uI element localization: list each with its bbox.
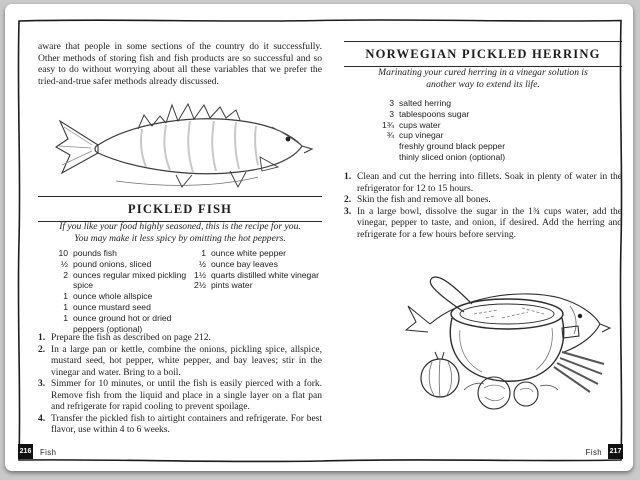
ingredient-row: ¾ cup vinegar (386, 130, 444, 141)
tagline-line-1: If you like your food highly seasoned, this is the recipe for you. (59, 221, 301, 232)
step-1: 1. Prepare the fish as described on page 212. (38, 333, 211, 343)
ingredient-row: 2 ounces regular mixed pickling spice (63, 269, 187, 291)
pickled-fish-ingredients (52, 248, 322, 334)
pickled-fish-header (38, 196, 322, 222)
left-intro-paragraph: aware that people in some sections of the country do it successfully. Other methods of storing fish and fish products are so successful and so easy to do without worrying about all these variables that we prefer the tried-and-true safer methods already discussed. (38, 41, 322, 88)
step-2: 2. Skin the fish and remove all bones. (344, 195, 491, 205)
pickled-fish-tagline (38, 221, 322, 244)
ingredient-row: 1 ounce white pepper (201, 248, 287, 258)
ingredient-row: 10 pounds fish (58, 248, 117, 258)
step-1: 1. Clean and cut the herring into fillets. Soak in plenty of water in the refrigerator for 12 to 15 hours. (344, 172, 622, 194)
ingredient-row: thinly sliced onion (optional) (399, 151, 506, 162)
left-page (38, 0, 322, 480)
tagline-line-1: Marinating your cured herring in a vinegar solution is (378, 67, 588, 78)
ingredients-column-1 (52, 248, 190, 334)
ingredient-row: ½ pound onions, sliced (60, 258, 152, 269)
ingredient-row: ½ ounce bay leaves (198, 258, 278, 269)
right-page-number: 217 (608, 444, 623, 459)
left-footer-label: Fish (40, 448, 57, 457)
ingredient-row: 1 ounce ground hot or dried peppers (optional) (63, 312, 172, 334)
step-3: 3. Simmer for 10 minutes, or until the fish is easily pierced with a fork. Remove fish from the liquid and place in a single layer on a flat pan and refrigerate for rapid cooling to prevent spoilage. (38, 379, 322, 412)
ingredients-column-2 (190, 248, 336, 334)
right-page (344, 0, 622, 480)
right-footer-label: Fish (585, 448, 602, 457)
ingredient-row: 3 salted herring (389, 98, 452, 108)
norwegian-herring-steps (344, 172, 622, 241)
ingredient-row: 2½ pints water (194, 280, 253, 291)
ingredient-row: 1¾ cups water (382, 119, 441, 130)
ingredient-row: 1 ounce whole allspice (63, 291, 153, 302)
perch-fish-illustration (46, 101, 318, 195)
step-4: 4. Transfer the pickled fish to airtight containers and refrigerate. For best flavor, use within 4 to 6 weeks. (38, 413, 322, 435)
ingredient-row: 1½ quarts distilled white vinegar (194, 269, 319, 280)
tagline-line-2: another way to extend its life. (426, 78, 540, 90)
step-2: 2. In a large pan or kettle, combine the onions, pickling spice, allspice, mustard seed, hot pepper, white pepper, and bay leaves; stir in the vinegar and water. Bring to a boil. (38, 344, 322, 378)
norwegian-herring-title: NORWEGIAN PICKLED HERRING (365, 47, 601, 61)
fish-stew-pot-illustration (402, 266, 618, 418)
tagline-line-2: You may make it less spicy by omitting the hot peppers. (74, 232, 286, 244)
step-3: 3. In a large bowl, dissolve the sugar in the 1¾ cups water, add the vinegar, pepper to taste, and onion, if desired. Add the herring and refrigerate for a few hours before serving. (344, 206, 622, 240)
ingredient-row: freshly ground black pepper (399, 141, 506, 152)
pickled-fish-steps (38, 333, 322, 437)
norwegian-herring-header (344, 41, 622, 67)
norwegian-herring-ingredients (378, 98, 578, 163)
ingredient-row: 1 ounce mustard seed (63, 301, 151, 312)
norwegian-herring-tagline (344, 67, 622, 90)
left-page-number: 216 (18, 444, 33, 459)
pickled-fish-title: PICKLED FISH (127, 202, 233, 216)
ingredient-row: 3 tablespoons sugar (389, 108, 470, 119)
